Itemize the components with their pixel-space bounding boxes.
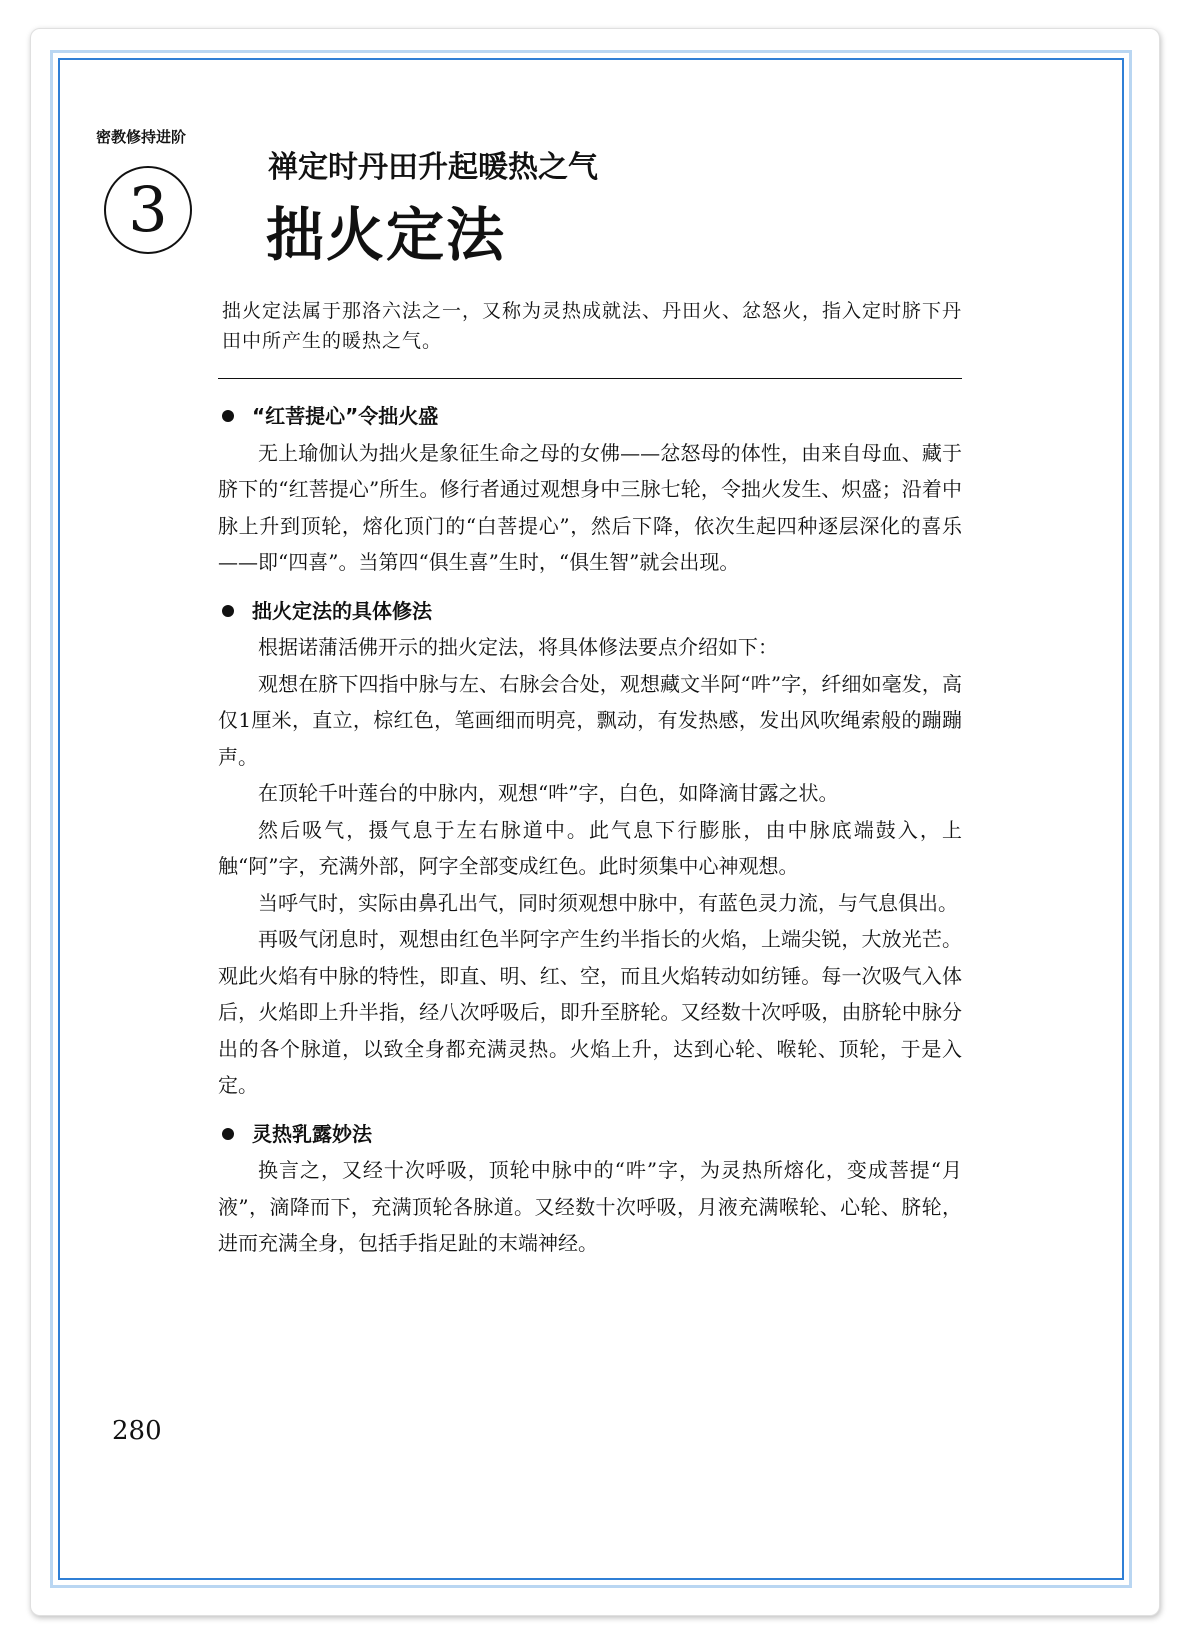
paragraph: 然后吸气，摄气息于左右脉道中。此气息下行膨胀，由中脉底端鼓入，上触“阿”字，充满外部，阿字全部变成红色。此时须集中心神观想。 — [218, 817, 962, 878]
intro-paragraph: 拙火定法属于那洛六法之一，又称为灵热成就法、丹田火、忿怒火，指入定时脐下丹田中所产生的暖热之气。 — [222, 300, 963, 352]
series-label: 密教修持进阶 — [96, 128, 187, 146]
bullet-icon — [222, 1128, 234, 1140]
chapter-subtitle: 禅定时丹田升起暖热之气 — [268, 150, 598, 185]
chapter-title: 拙火定法 — [266, 201, 507, 269]
section — [218, 593, 962, 1104]
section-heading-text: 拙火定法的具体修法 — [252, 598, 432, 623]
divider-line — [218, 378, 962, 379]
page-number: 280 — [112, 1416, 162, 1446]
section — [218, 398, 962, 581]
section-heading — [218, 398, 962, 435]
section-heading — [218, 593, 962, 630]
bullet-icon — [222, 605, 234, 617]
section — [218, 1116, 962, 1262]
chapter-number-badge — [104, 166, 192, 254]
article-body — [218, 398, 962, 1274]
section-heading-text: 灵热乳露妙法 — [252, 1121, 372, 1146]
paragraph: 无上瑜伽认为拙火是象征生命之母的女佛——忿怒母的体性，由来自母血、藏于脐下的“红菩提心”所生。修行者通过观想身中三脉七轮，令拙火发生、炽盛；沿着中脉上升到顶轮，熔化顶门的“白菩提心”，然后下降，依次生起四种逐层深化的喜乐——即“四喜”。当第四“俱生喜”生时，“俱生智”就会出现。 — [218, 440, 962, 574]
paragraph: 根据诺蒲活佛开示的拙火定法，将具体修法要点介绍如下： — [258, 635, 778, 659]
paragraph: 在顶轮千叶莲台的中脉内，观想“吽”字，白色，如降滴甘露之状。 — [258, 781, 839, 805]
bullet-icon — [222, 410, 234, 422]
paragraph: 观想在脐下四指中脉与左、右脉会合处，观想藏文半阿“吽”字，纤细如毫发，高仅1厘米，直立，棕红色，笔画细而明亮，飘动，有发热感，发出风吹绳索般的蹦蹦声。 — [218, 671, 962, 769]
section-heading — [218, 1116, 962, 1153]
section-heading-text: “红菩提心”令拙火盛 — [252, 404, 439, 428]
paragraph: 换言之，又经十次呼吸，顶轮中脉中的“吽”字，为灵热所熔化，变成菩提“月液”，滴降而下，充满顶轮各脉道。又经数十次呼吸，月液充满喉轮、心轮、脐轮，进而充满全身，包括手指足趾的末端神经。 — [218, 1158, 962, 1255]
chapter-number: 3 — [128, 173, 168, 246]
paragraph: 当呼气时，实际由鼻孔出气，同时须观想中脉中，有蓝色灵力流，与气息俱出。 — [258, 890, 958, 915]
paragraph: 再吸气闭息时，观想由红色半阿字产生约半指长的火焰，上端尖锐，大放光芒。观此火焰有中脉的特性，即直、明、红、空，而且火焰转动如纺锤。每一次吸气入体后，火焰即上升半指，经八次呼吸后，即升至脐轮。又经数十次呼吸，由脐轮中脉分出的各个脉道，以致全身都充满灵热。火焰上升，达到心轮、喉轮、顶轮，于是入定。 — [218, 927, 962, 1097]
